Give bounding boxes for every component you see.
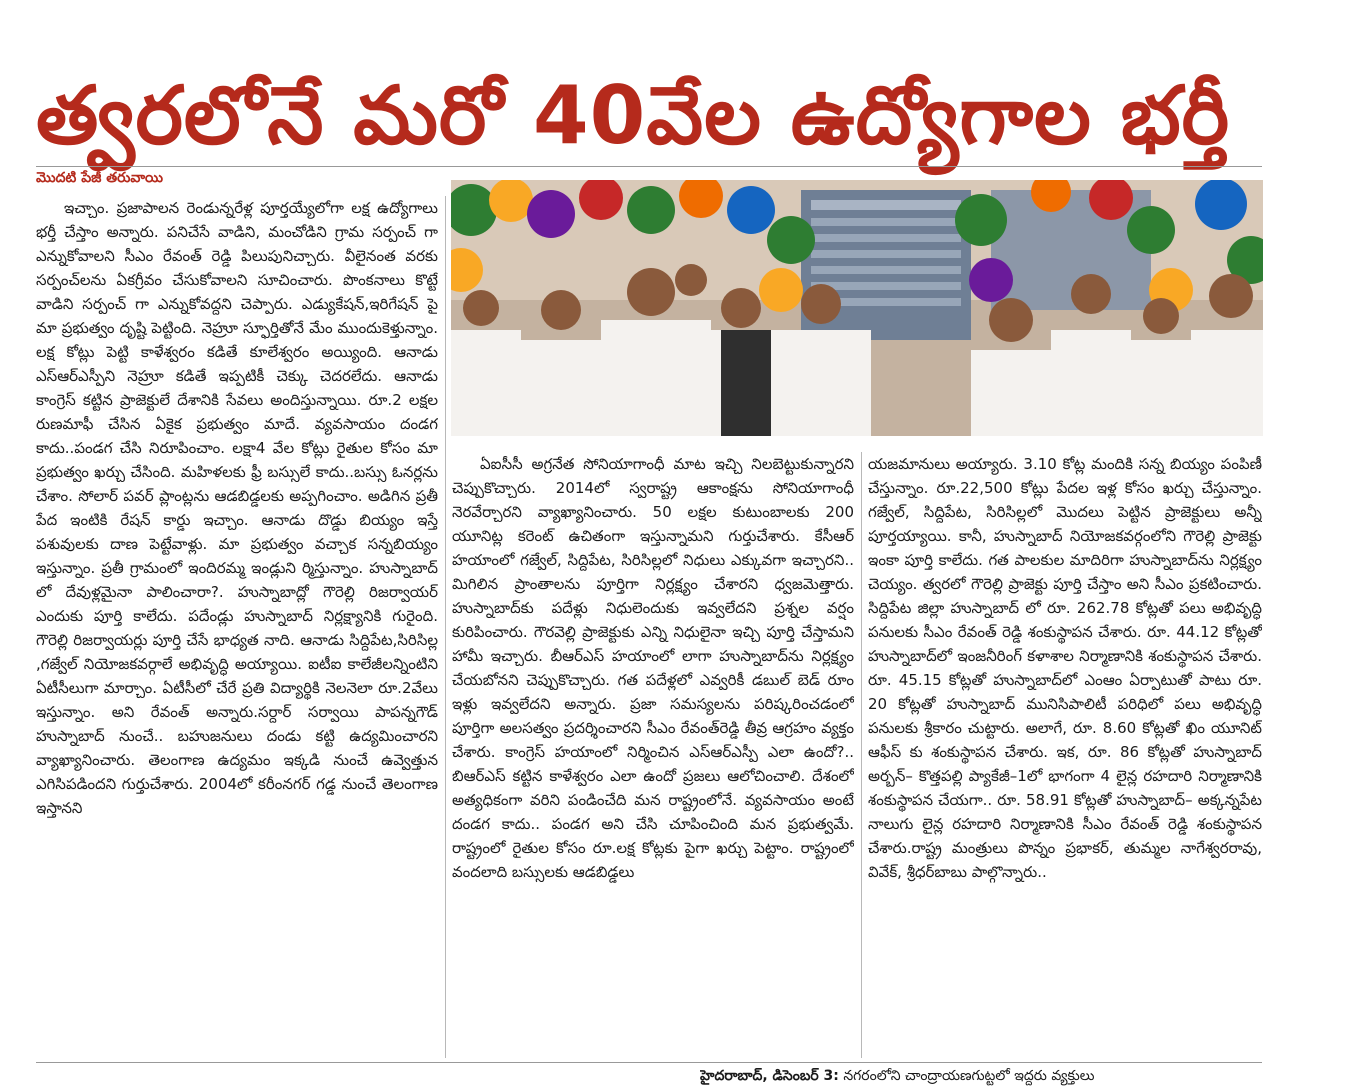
event-photo xyxy=(451,180,1263,436)
article-column-1 xyxy=(36,196,438,1058)
bottom-rule xyxy=(36,1062,1262,1063)
column-divider-1 xyxy=(445,196,446,1058)
headline-rule xyxy=(36,166,1262,167)
next-article-teaser xyxy=(700,1066,1266,1086)
article-column-2 xyxy=(452,452,854,1058)
article-column-3-text: యజమానులు అయ్యారు. 3.10 కోట్ల మందికి సన్న బియ్యం పంపిణీ చేస్తున్నాం. రూ.22,500 కోట్లు పేదల ఇళ్ల కోసం ఖర్చు చేస్తున్నాం. గజ్వేల్, సిద్దిపేట, సిరిసిల్లలో మొదలు పెట్టిన ప్రాజెక్టులు అన్నీ పూర్తయ్యాయి. కానీ, హుస్నాబాద్ నియోజకవర్గంలోని గౌరెల్లి ప్రాజెక్టు ఇంకా పూర్తి కాలేదు. గత పాలకుల మాదిరిగా హుస్నాబాద్‌ను నిర్లక్ష్యం చెయ్యం. త్వరలో గౌరెల్లి ప్రాజెక్టు పూర్తి చేస్తాం అని సీఎం ప్రకటించారు. సిద్దిపేట జిల్లా హుస్నాబాద్ లో రూ. 262.78 కోట్లతో పలు అభివృద్ధి పనులకు సీఎం రేవంత్ రెడ్డి శంకుస్థాపన చేశారు. రూ. 44.12 కోట్లతో హుస్నాబాద్‌లో ఇంజనీరింగ్ కళాశాల నిర్మాణానికి శంకుస్థాపన చేశారు. రూ. 45.15 కోట్లతో హుస్నాబాద్‌లో ఎంఆం ఏర్పాటుతో పాటు రూ. 20 కోట్లతో హుస్నాబాద్ మునిసిపాలిటీ పరిధిలో పలు అభివృద్ధి పనులకు శ్రీకారం చుట్టారు. అలాగే, రూ. 8.60 కోట్లతో ఖిం యూనిట్ ఆఫీస్ కు శంకుస్థాపన చేశారు. ఇక, రూ. 86 కోట్లతో హుస్నాబాద్ అర్బన్– కొత్తపల్లి ప్యాకేజీ–1లో భాగంగా 4 లైన్ల రహదారి నిర్మాణానికి శంకుస్థాపన చేయగా.. రూ. 58.91 కోట్లతో హుస్నాబాద్– అక్కన్నపేట నాలుగు లైన్ల రహదారి నిర్మాణానికి సీఎం రేవంత్ రెడ్డి శంకుస్థాపన చేశారు.రాష్ట్ర మంత్రులు పొన్నం ప్రభాకర్, తుమ్మల నాగేశ్వరరావు, వివేక్, శ్రీధర్‌బాబు పాల్గొన్నారు.. xyxy=(868,455,1262,881)
article-column-3 xyxy=(868,452,1262,1058)
next-article-text: నగరంలోని చాంద్రాయణగుట్టలో ఇద్దరు వ్యక్తులు xyxy=(843,1068,1095,1084)
article-column-2-text: ఏఐసీసీ అగ్రనేత సోనియాగాంధీ మాట ఇచ్చి నిలబెట్టుకున్నారని చెప్పుకొచ్చారు. 2014లో స్వరాష్ట్ర ఆకాంక్షను సోనియాగాంధీ నెరవేర్చారని వ్యాఖ్యానించారు. 50 లక్షల కుటుంబాలకు 200 యూనిట్ల కరెంట్ ఉచితంగా ఇస్తున్నామని గుర్తుచేశారు. కేసీఆర్ హయాంలో గజ్వేల్, సిద్దిపేట, సిరిసిల్లలో నిధులు ఎక్కువగా ఇచ్చారని.. మిగిలిన ప్రాంతాలను పూర్తిగా నిర్లక్ష్యం చేశారని ధ్వజమెత్తారు. హుస్నాబాద్‌కు పదేళ్లు నిధులెందుకు ఇవ్వలేదని ప్రశ్నల వర్షం కురిపించారు. గౌరవెల్లి ప్రాజెక్టుకు ఎన్ని నిధులైనా ఇచ్చి పూర్తి చేస్తామని హామీ ఇచ్చారు. బీఆర్ఎస్ హయాంలో లాగా హుస్నాబాద్‌ను నిర్లక్ష్యం చేయబోనని చెప్పుకొచ్చారు. గత పదేళ్లలో ఎవ్వరికీ డబుల్ బెడ్ రూం ఇళ్లు ఇవ్వలేదని అన్నారు. ప్రజా సమస్యలను పరిష్కరించడంలో పూర్తిగా అలసత్వం ప్రదర్శించారని సీఎం రేవంత్‌రెడ్డి తీవ్ర ఆగ్రహం వ్యక్తం చేశారు. కాంగ్రెస్ హయాంలో నిర్మించిన ఎస్ఆర్ఎస్పీ ఎలా ఉందో?.. బిఆర్ఎస్ కట్టిన కాళేశ్వరం ఎలా ఉందో ప్రజలు ఆలోచించాలి. దేశంలో అత్యధికంగా వరిని పండించేది మన రాష్ట్రంలోనే. వ్యవసాయం అంటే దండగ కాదు.. పండగ అని చేసి చూపించింది మన ప్రభుత్వమే. రాష్ట్రంలో రైతుల కోసం రూ.లక్ష కోట్లకు పైగా ఖర్చు పెట్టాం. రాష్ట్రంలో వందలాది బస్సులకు ఆడబిడ్డలు xyxy=(452,455,854,881)
article-column-1-text: ఇచ్చాం. ప్రజాపాలన రెండున్నరేళ్ల పూర్తయ్యేలోగా లక్ష ఉద్యోగాలు భర్తీ చేస్తాం అన్నారు. పనిచేసే వాడిని, మంచోడిని గ్రామ సర్పంచ్ గా ఎన్నుకోవాలని సీఎం రేవంత్ రెడ్డి పిలుపునిచ్చారు. వీలైనంత వరకు సర్పంచ్‌లను ఏకగ్రీవం చేసుకోవాలని సూచించారు. పొంకనాలు కొట్టే వాడిని సర్పంచ్ గా ఎన్నుకోవద్దని చెప్పారు. ఎడ్యుకేషన్,ఇరిగేషన్ పై మా ప్రభుత్వం దృష్టి పెట్టింది. నెహ్రూ స్ఫూర్తితోనే మేం ముందుకెళ్తున్నాం. లక్ష కోట్లు పెట్టి కాళేశ్వరం కడితే కూలేశ్వరం అయ్యింది. ఆనాడు ఎస్ఆర్ఎస్పీని నెహ్రూ కడితే ఇప్పటికీ చెక్కు చెదరలేదు. ఆనాడు కాంగ్రెస్ కట్టిన ప్రాజెక్టులే దేశానికి సేవలు అందిస్తున్నాయి. రూ.2 లక్షల రుణమాఫీ చేసిన ఏకైక ప్రభుత్వం మాదే. వ్యవసాయం దండగ కాదు..పండగ చేసి నిరూపించాం. లక్షా4 వేల కోట్లు రైతుల కోసం మా ప్రభుత్వం ఖర్చు చేసింది. మహిళలకు ఫ్రీ బస్సులే కాదు..బస్సు ఓనర్లను చేశాం. సోలార్ పవర్ ప్లాంట్లను ఆడబిడ్డలకు అప్పగించాం. అడిగిన ప్రతీ పేద ఇంటికి రేషన్ కార్డు ఇచ్చాం. ఆనాడు దొడ్డు బియ్యం ఇస్తే పశువులకు దాణ పెట్టేవాళ్లు. మా ప్రభుత్వం వచ్చాక సన్నబియ్యం ఇస్తున్నాం. ప్రతీ గ్రామంలో ఇందిరమ్మ ఇండ్లుని ర్మిస్తున్నాం. హుస్నాబాద్ లో దేవుళ్లమైనా పాలించారా?. హుస్నాబాద్లో గౌరెల్లి రిజర్వాయర్ ఎందుకు పూర్తి కాలేదు. పదేండ్లు హుస్నాబాద్ నిర్లక్ష్యానికి గురైంది. గౌరెల్లి రిజర్వాయర్లు పూర్తి చేసే భాధ్యత నాది. ఆనాడు సిద్దిపేట,సిరిసిల్ల ,గజ్వేల్ నియోజకవర్గాలే అభివృద్ధి అయ్యాయి. ఐటీఐ కాలేజీలన్నింటిని ఏటీసీలుగా మార్చాం. ఏటీసీలో చేరే ప్రతి విద్యార్థికి నెలనెలా రూ.2వేలు ఇస్తున్నాం. అని రేవంత్ అన్నారు.సర్దార్ సర్వాయి పాపన్నగౌడ్ హుస్నాబాద్ నుంచే.. బహుజనులు దండు కట్టి ఉద్యమించారని వ్యాఖ్యానించారు. తెలంగాణ ఉద్యమం ఇక్కడి నుంచే ఉవ్వెత్తున ఎగిసిపడిందని గుర్తుచేశారు. 2004లో కరీంనగర్ గడ్డ నుంచే తెలంగాణ ఇస్తానని xyxy=(36,199,438,817)
next-article-dateline: హైదరాబాద్, డిసెంబర్ 3: xyxy=(700,1068,839,1084)
headline: త్వరలోనే మరో 40వేల ఉద్యోగాల భర్తీ xyxy=(36,69,1231,162)
continued-label: మొదటి పేజీ తరువాయి xyxy=(36,170,163,186)
column-divider-2 xyxy=(861,452,862,1058)
